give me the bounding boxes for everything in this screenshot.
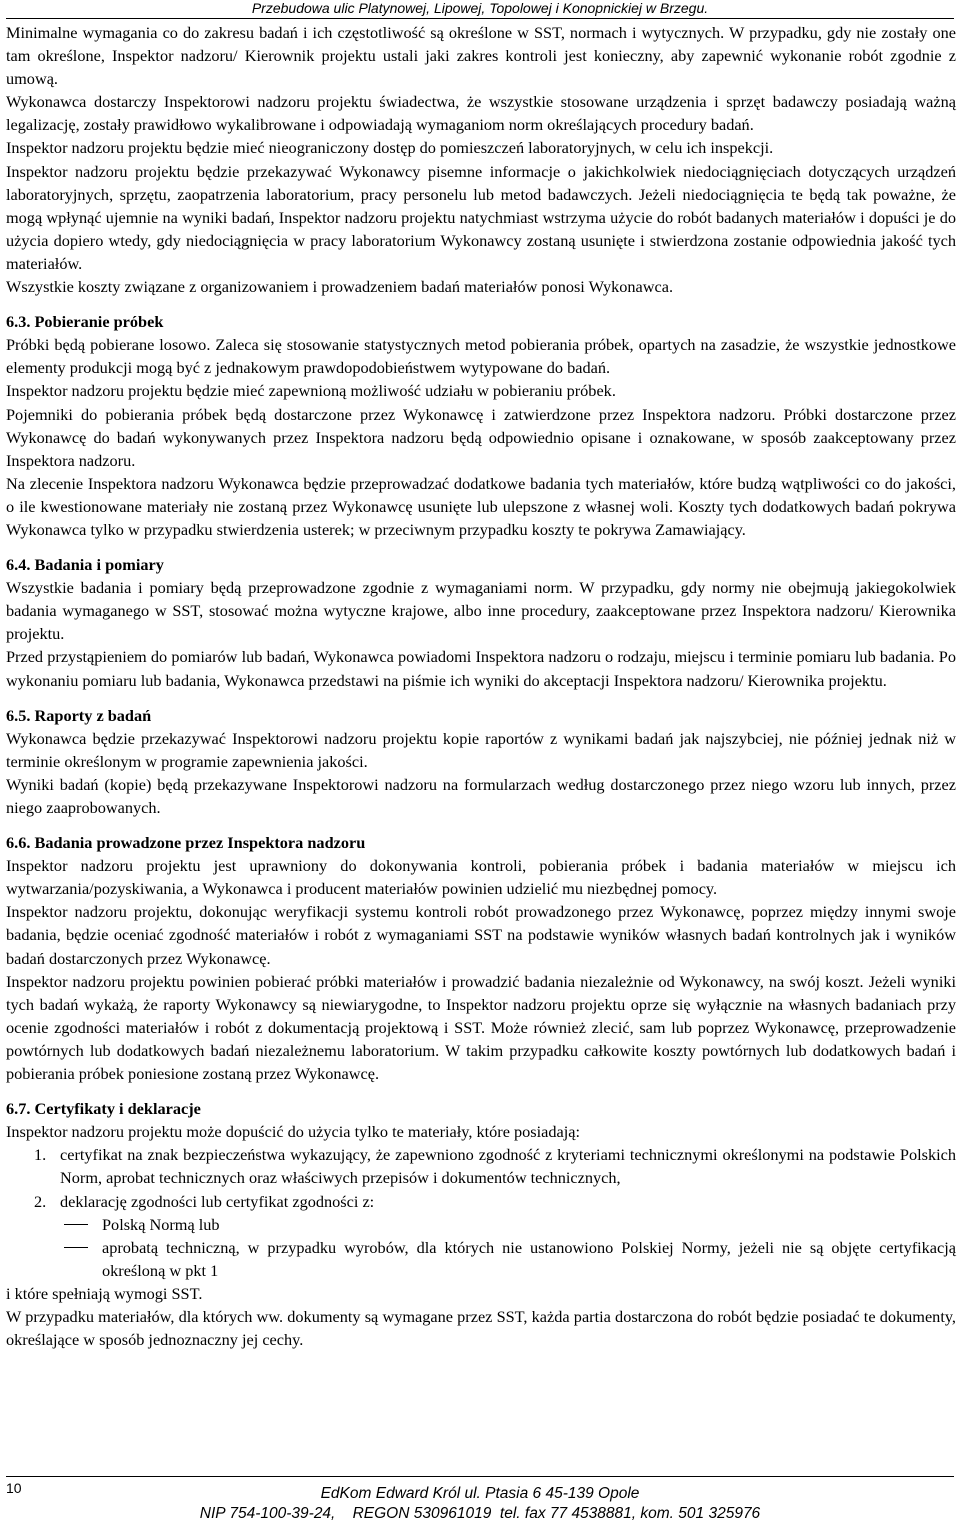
paragraph: Wszystkie badania i pomiary będą przeprowadzone zgodnie z wymaganiami norm. W przypadku, gdy normy nie obejmują jakiegokolwiek badania wymaganego w SST, stosować można wytyczne krajowe, albo inne procedury, zaakceptowane przez Inspektora nadzoru/ Kierownika projektu. (6, 578, 956, 644)
header-divider (6, 18, 954, 19)
paragraph: W przypadku materiałów, dla których ww. dokumenty są wymagane przez SST, każda partia dostarczona do robót będzie posiadać te dokumenty, określające w sposób jednoznaczny jej cechy. (6, 1306, 956, 1350)
section-heading: 6.7. Certyfikaty i deklaracje (6, 1099, 201, 1119)
numbered-list (6, 1143, 956, 1212)
section-heading: 6.4. Badania i pomiary (6, 555, 164, 575)
page-header: Przebudowa ulic Platynowej, Lipowej, Topolowej i Konopnickiej w Brzegu. (251, 0, 709, 16)
list-item (6, 1236, 956, 1282)
paragraph: Minimalne wymagania co do zakresu badań i ich częstotliwość są określone w SST, normach i wytycznych. W przypadku, gdy nie zostały one tam określone, Inspektor nadzoru/ Kierownik projektu ustali jaki zakres kontroli jest konieczny, aby zapewnić wykonanie robót zgodnie z umową. (6, 23, 956, 89)
paragraph: Wyniki badań (kopie) będą przekazywane Inspektorowi nadzoru na formularzach według dostarczonego przez niego wzoru lub innych, przez niego zaaprobowanych. (6, 774, 956, 817)
page-number: 10 (6, 1480, 22, 1496)
list-item (6, 1143, 956, 1189)
paragraph: Przed przystąpieniem do pomiarów lub badań, Wykonawca powiadomi Inspektora nadzoru o rodzaju, miejscu i terminie pomiaru lub badania. Po wykonaniu pomiaru lub badania, Wykonawca przedstawi na piśmie ich wyniki do akceptacji Inspektora nadzoru/ Kierownika projektu. (6, 647, 956, 690)
list-item-text: deklarację zgodności lub certyfikat zgodności z: (60, 1191, 375, 1211)
paragraph: Pojemniki do pobierania próbek będą dostarczone przez Wykonawcę i zatwierdzone przez Inspektora nadzoru. Próbki dostarczone przez Wykonawcę do badań wykonywanych przez Inspektora nadzoru będą odpowiednio opisane i oznakowane, w sposób zaakceptowany przez Inspektora nadzoru. (6, 404, 956, 470)
paragraph: Inspektor nadzoru projektu będzie mieć nieograniczony dostęp do pomieszczeń laboratoryjnych, w celu ich inspekcji. (6, 138, 774, 158)
list-number: 2. (34, 1191, 47, 1211)
paragraph: Inspektor nadzoru projektu powinien pobierać próbki materiałów i prowadzić badania niezależnie od Wykonawcy, na swój koszt. Jeżeli wyniki tych badań wykażą, że raporty Wykonawcy są niewiarygodne, to Inspektor nadzoru projektu oprze się wyłącznie na własnych badaniach przy ocenie zgodności materiałów i robót z dokumentacją projektową i SST. Może również zlecić, sam lub poprzez Wykonawcę, przeprowadzenie powtórnych lub dodatkowych badań niezależnemu laboratorium. W takim przypadku całkowite koszty powtórnych lub dodatkowych badań i pobierania próbek poniesione zostaną przez Wykonawcę. (6, 971, 956, 1084)
paragraph: i które spełniają wymogi SST. (6, 1283, 203, 1303)
page-footer (0, 1484, 960, 1524)
paragraph: Wykonawca będzie przekazywać Inspektorowi nadzoru projektu kopie raportów z wynikami badań jak najszybciej, nie później jednak niż w terminie określonym w programie zapewnienia jakości. (6, 728, 956, 771)
section-heading: 6.3. Pobieranie próbek (6, 312, 164, 332)
footer-divider (6, 1476, 954, 1477)
list-number: 1. (34, 1145, 47, 1165)
paragraph: Wszystkie koszty związane z organizowaniem i prowadzeniem badań materiałów ponosi Wykonawca. (6, 277, 674, 297)
paragraph: Inspektor nadzoru projektu, dokonując weryfikacji systemu kontroli robót prowadzonego przez Wykonawcę, poprzez między innymi swoje badania, będzie oceniać zgodność materiałów i robót z wymaganiami SST na podstawie wyników własnych badań kontrolnych jak i wyników badań dostarczonych przez Wykonawcę. (6, 902, 956, 968)
dash-list (6, 1213, 956, 1282)
list-item (6, 1190, 956, 1213)
section-heading: 6.5. Raporty z badań (6, 705, 152, 725)
list-item-text: aprobatą techniczną, w przypadku wyrobów, dla których nie ustanowiono Polskiej Normy, jeżeli nie są objęte certyfikacją określoną w pkt 1 (102, 1237, 956, 1280)
dash-bullet-icon (64, 1247, 88, 1248)
document-body (6, 21, 956, 1351)
footer-address: EdKom Edward Król ul. Ptasia 6 45-139 Opole (320, 1485, 640, 1502)
dash-bullet-icon (64, 1224, 88, 1225)
paragraph: Inspektor nadzoru projektu jest uprawniony do dokonywania kontroli, pobierania próbek i badania materiałów w miejscu ich wytwarzania/pozyskiwania, a Wykonawca i producent materiałów powinien udzielić mu niezbędnej pomocy. (6, 856, 956, 899)
section-heading: 6.6. Badania prowadzone przez Inspektora nadzoru (6, 833, 366, 853)
footer-contact: NIP 754-100-39-24, REGON 530961019 tel. fax 77 4538881, kom. 501 325976 (199, 1505, 761, 1522)
paragraph: Na zlecenie Inspektora nadzoru Wykonawca będzie przeprowadzać dodatkowe badania tych materiałów, które budzą wątpliwości co do jakości, o ile kwestionowane materiały nie zostaną przez Wykonawcę usunięte lub ulepszone z własnej woli. Koszty tych dodatkowych badań pokrywa Wykonawca tylko w przypadku stwierdzenia usterek; w przeciwnym przypadku koszty te pokrywa Zamawiający. (6, 473, 956, 539)
paragraph: Wykonawca dostarczy Inspektorowi nadzoru projektu świadectwa, że wszystkie stosowane urządzenia i sprzęt badawczy posiadają ważną legalizację, zostały prawidłowo wykalibrowane i odpowiadają wymaganiom norm określających procedury badań. (6, 92, 956, 135)
paragraph: Inspektor nadzoru projektu może dopuścić do użycia tylko te materiały, które posiadają: (6, 1122, 581, 1142)
list-item-text: certyfikat na znak bezpieczeństwa wykazujący, że zapewniono zgodność z kryteriami technicznymi określonymi na podstawie Polskich Norm, aprobat technicznych oraz właściwych przepisów i dokumentów technicznych, (60, 1145, 956, 1188)
list-item-text: Polską Normą lub (102, 1214, 220, 1234)
paragraph: Próbki będą pobierane losowo. Zaleca się stosowanie statystycznych metod pobierania próbek, opartych na zasadzie, że wszystkie jednostkowe elementy produkcji mogą być z jednakowym prawdopodobieństwem wytypowane do badań. (6, 335, 956, 378)
list-item (6, 1213, 956, 1236)
paragraph: Inspektor nadzoru projektu będzie mieć zapewnioną możliwość udziału w pobieraniu próbek. (6, 381, 616, 401)
paragraph: Inspektor nadzoru projektu będzie przekazywać Wykonawcy pisemne informacje o jakichkolwiek niedociągnięciach dotyczących urządzeń laboratoryjnych, sprzętu, zaopatrzenia laboratorium, pracy personelu lub metod badawczych. Jeżeli niedociągnięcia te będą tak poważne, że mogą wpłynąć ujemnie na wyniki badań, Inspektor nadzoru projektu natychmiast wstrzyma użycie do robót badanych materiałów i dopuści je do użycia dopiero wtedy, gdy niedociągnięcia w pracy laboratorium Wykonawcy zostaną usunięte i stwierdzona zostanie odpowiednia jakość tych materiałów. (6, 161, 956, 273)
